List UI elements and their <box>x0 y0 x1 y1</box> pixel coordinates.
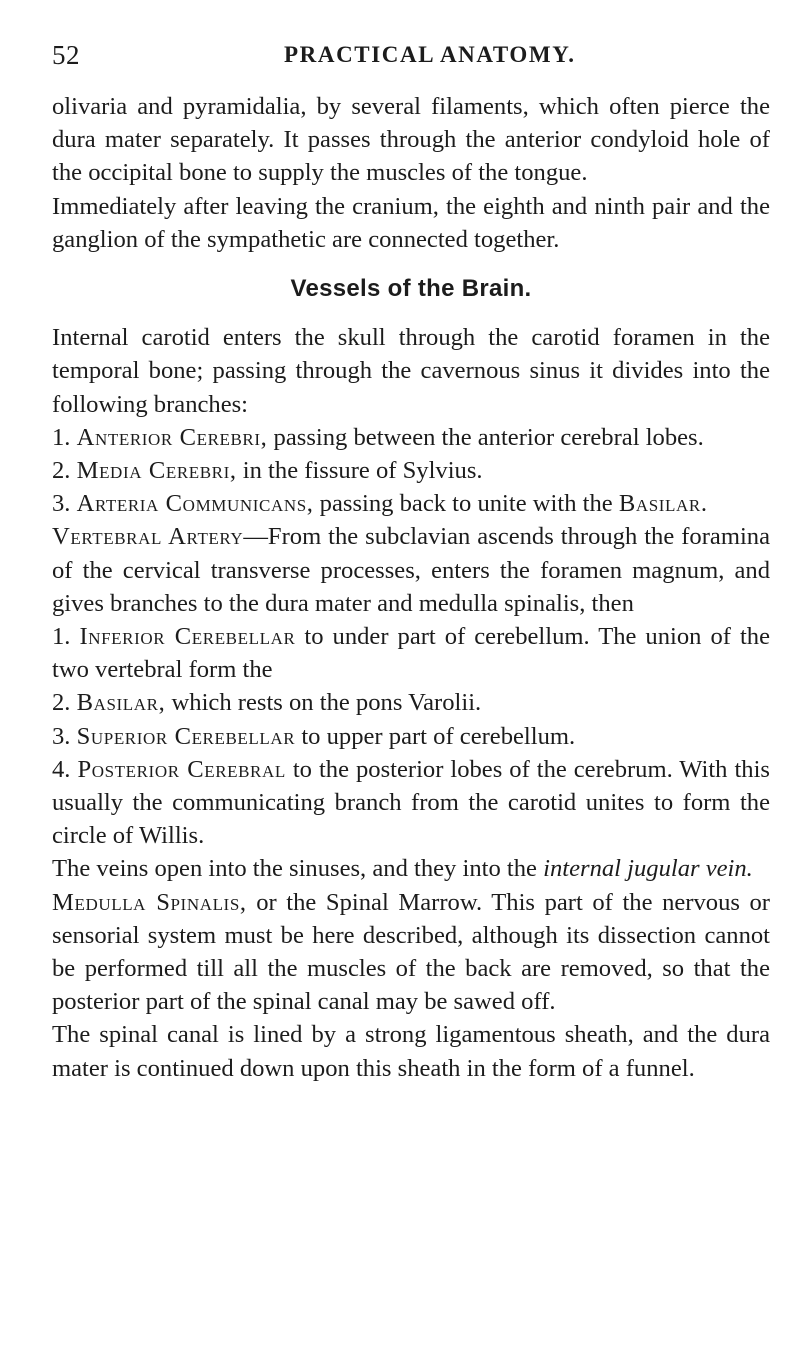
item-number: 4. <box>52 755 71 783</box>
paragraph-spinal-canal <box>52 1018 770 1084</box>
term-internal-jugular: internal jugular vein. <box>543 855 753 883</box>
term-medulla-spinalis: Medulla Spinalis, <box>52 888 247 916</box>
list-item-media-cerebri <box>52 454 770 487</box>
item-text: to under part of cerebellum. The union of the two vertebral form the <box>52 623 770 684</box>
section-heading-vessels: Vessels of the Brain. <box>290 275 532 303</box>
term-basilar: Basilar, <box>76 689 166 717</box>
text-immediately: Immediately after leaving the cranium, the eighth and ninth pair and the ganglion of the sympathetic are connected together. <box>52 192 770 253</box>
item-number: 1. <box>52 423 71 451</box>
paragraph-internal-carotid <box>52 321 770 421</box>
text-veins: The veins open into the sinuses, and they into the <box>52 855 537 883</box>
list-item-basilar <box>52 686 770 719</box>
term-arteria-communicans: Arteria Communicans, <box>76 490 314 518</box>
item-text: passing between the anterior cerebral lobes. <box>273 423 704 451</box>
page-body <box>52 90 770 1085</box>
item-number: 1. <box>52 623 71 651</box>
item-text: to upper part of cerebellum. <box>301 722 576 750</box>
page-header <box>52 40 762 80</box>
paragraph-medulla-spinalis <box>52 886 770 1019</box>
item-number: 2. <box>52 457 71 485</box>
term-vertebral-artery: Vertebral Artery <box>52 523 244 551</box>
paragraph-immediately <box>52 190 770 256</box>
list-item-inferior-cerebellar <box>52 620 770 686</box>
term-anterior-cerebri: Anterior Cerebri, <box>76 423 268 451</box>
item-number: 3. <box>52 722 71 750</box>
term-inferior-cerebellar: Inferior Cerebellar <box>79 623 296 651</box>
item-text: to the posterior lobes of the cerebrum. With this usually the communicating branch from the carotid unites to form the circle of Willis. <box>52 755 770 850</box>
text-intro: olivaria and pyramidalia, by several filaments, which often pierce the dura mater separately. It passes through the anterior condyloid hole of the occipital bone to supply the muscles of the tongue. <box>52 93 770 187</box>
list-item-anterior-cerebri <box>52 421 770 454</box>
list-item-arteria-communicans <box>52 487 770 520</box>
paragraph-vertebral-artery <box>52 520 770 620</box>
text-internal-carotid: Internal carotid enters the skull through the carotid foramen in the temporal bone; passing through the cavernous sinus it divides into the following branches: <box>52 324 770 418</box>
list-item-posterior-cerebral <box>52 753 770 853</box>
item-number: 2. <box>52 689 71 717</box>
item-text: which rests on the pons Varolii. <box>171 689 482 717</box>
text-vertebral: —From the subclavian ascends through the foramina of the cervical transverse processes, enters the foramen magnum, and gives branches to the dura mater and medulla spinalis, then <box>52 523 770 617</box>
item-number: 3. <box>52 490 71 518</box>
paragraph-intro <box>52 90 770 190</box>
paragraph-veins <box>52 852 770 885</box>
term-posterior-cerebral: Posterior Cerebral <box>77 755 286 783</box>
list-item-superior-cerebellar <box>52 720 770 753</box>
term-superior-cerebellar: Superior Cerebellar <box>76 722 296 750</box>
term-basilar-ref: Basilar. <box>618 490 708 518</box>
text-spinal-canal: The spinal canal is lined by a strong ligamentous sheath, and the dura mater is continued down upon this sheath in the form of a funnel. <box>52 1021 770 1082</box>
item-text: in the fissure of Sylvius. <box>242 457 483 485</box>
item-text: passing back to unite with the <box>319 490 613 518</box>
running-title: PRACTICAL ANATOMY. <box>284 42 576 67</box>
term-media-cerebri: Media Cerebri, <box>76 457 237 485</box>
text-medulla: or the Spinal Marrow. This part of the nervous or sensorial system must be here described, although its dissection cannot be performed till all the muscles of the back are removed, so that the posterior part of the spinal canal may be sawed off. <box>52 888 770 1016</box>
page-number: 52 <box>52 40 80 70</box>
